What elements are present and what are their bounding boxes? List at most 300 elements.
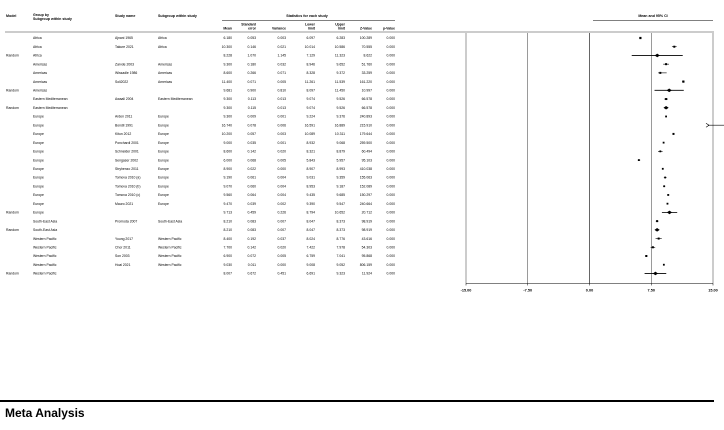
cell-p: 0.000 [386,36,395,41]
cell-study: Ponchardi 2001 [115,140,139,145]
cell-subgroup: Americas [158,62,173,67]
cell-subgroup: Africa [158,44,167,49]
cell-group: Europe [33,114,44,119]
cell-p: 0.000 [386,271,395,276]
cell-lower: 6.691 [306,271,315,276]
cell-study: Soli2022 [115,79,129,84]
cell-mean: 9.300 [223,62,232,67]
cell-lower: 8.047 [306,219,315,224]
cell-study: Takure 2021 [115,44,134,49]
cell-var: 0.002 [277,201,286,206]
header-stats-title: Statistics for each study [286,14,328,18]
cell-subgroup: South-East Asia [158,219,183,224]
header-subgroup: Subgroup within study [158,14,197,18]
cell-upper: 5.957 [336,158,345,163]
pooled-diamond [667,89,672,93]
cell-mean: 9.000 [223,140,232,145]
cell-p: 0.000 [386,62,395,67]
cell-upper: 16.889 [334,123,345,128]
cell-se: 0.022 [247,167,256,171]
cell-study: Tomova 2010 (a) [115,175,141,180]
cell-subgroup: Europe [158,123,169,128]
cell-var: 0.071 [277,71,286,76]
cell-study: Hoai 2021 [115,262,131,267]
cell-lower: 9.435 [306,193,315,198]
cell-upper: 8.879 [336,149,345,154]
cell-p: 0.000 [386,175,395,180]
cell-study: Son 2003 [115,254,130,259]
cell-study: Kitun 2012 [115,132,132,137]
cell-p: 0.000 [386,140,395,145]
cell-study: Bondil 1991 [115,123,133,128]
cell-var: 0.810 [277,88,286,93]
table-row [33,150,395,154]
cell-lower: 8.024 [306,236,315,241]
cell-se: 0.072 [247,254,256,259]
cell-lower: 8.097 [306,88,315,93]
cell-upper: 9.187 [336,184,345,189]
cell-z: 20.712 [361,210,372,215]
cell-mean: 8.007 [223,271,232,276]
table-row [33,141,395,145]
cell-subgroup: Europe [158,132,169,137]
cell-subgroup: Europe [158,149,169,154]
point-estimate [672,133,674,135]
cell-subgroup: Eastern Mediterranean [158,97,193,102]
cell-p: 0.000 [386,79,395,84]
cell-se: 0.053 [247,36,256,41]
cell-subgroup: Europe [158,140,169,145]
table-row [33,167,395,171]
cell-z: 95.868 [361,254,372,259]
cell-z: 179.644 [359,132,372,137]
cell-se: 0.011 [247,262,256,267]
cell-var: 0.451 [277,271,286,276]
cell-var: 0.004 [277,193,286,198]
cell-lower: 8.794 [306,210,315,215]
table-row [33,71,395,75]
point-estimate [656,220,658,222]
point-estimate [665,63,667,65]
cell-group: Europe [33,132,44,137]
cell-z: 43.616 [361,236,372,241]
cell-upper: 9.323 [336,271,345,276]
pooled-diamond [653,272,658,276]
cell-mean: 9.300 [223,105,232,110]
cell-lower: 9.390 [306,201,315,206]
cell-subgroup: Western Pacific [158,245,182,250]
cell-group: Europe [33,175,44,180]
table-row [33,245,395,249]
cell-se: 0.672 [247,271,256,276]
cell-z: 33.259 [361,71,372,76]
cell-var: 0.005 [277,158,286,163]
cell-p: 0.000 [386,71,395,76]
table-row [33,254,395,258]
cell-group: Eastern Mediterranean [33,97,68,102]
cell-z: 51.760 [361,62,372,67]
cell-subgroup: Africa [158,36,167,41]
cell-group: Europe [33,210,44,215]
cell-p: 0.000 [386,167,395,171]
cell-se: 0.192 [247,236,256,241]
cell-p: 0.000 [386,236,395,241]
header-group-by-sub: Subgroup within study [33,17,72,21]
cell-upper: 6.283 [336,36,345,41]
point-estimate [673,46,675,48]
cell-upper: 8.373 [336,228,345,233]
cell-var: 0.007 [277,219,286,224]
cell-upper: 7.041 [336,254,345,259]
cell-z: 100.289 [359,36,372,41]
cell-p: 0.000 [386,53,395,58]
cell-p: 0.000 [386,105,395,110]
cell-var: 0.005 [277,79,286,84]
cell-p: 0.000 [386,88,395,93]
pooled-diamond [663,106,668,110]
cell-subgroup: Europe [158,175,169,180]
cell-z: 66.578 [361,105,372,110]
cell-p: 0.000 [386,97,395,102]
cell-var: 0.013 [277,97,286,102]
cell-study: Promoda 2007 [115,219,138,224]
cell-mean: 7.700 [223,245,232,250]
stat-col-header: error [248,26,256,31]
cell-z: 95.103 [361,158,372,163]
point-estimate [663,264,665,266]
stat-column-headers [223,23,395,31]
cell-subgroup: Europe [158,193,169,198]
cell-var: 0.000 [277,262,286,267]
cell-lower: 7.422 [306,245,315,250]
cell-mean: 9.190 [223,175,232,180]
cell-p: 0.000 [386,262,395,267]
x-tick-label: 7.50 [647,288,655,293]
point-estimate [665,116,667,118]
table-row [33,45,395,49]
cell-group: Americas [33,62,48,67]
stat-col-header: Variance [272,26,286,31]
point-estimate [662,168,664,170]
cell-group: Americas [33,88,48,93]
cell-var: 0.003 [277,36,286,41]
stat-col-header: limit [308,26,315,31]
cell-mean: 10.300 [221,44,232,49]
cell-z: 152.089 [359,184,372,189]
header-group-by: Group by [33,13,49,17]
cell-study: Chor 2011 [115,245,131,250]
table-row [33,123,395,127]
cell-mean: 11.400 [221,79,232,84]
header-ci-title: Mean and 95% CI [638,14,668,18]
cell-z: 806.159 [359,262,372,267]
stat-col-header: Lower [305,22,315,27]
cell-p: 0.000 [386,210,395,215]
stat-col-header: limit [338,26,345,31]
cell-upper: 11.539 [334,79,345,84]
table-row [6,54,395,58]
table-row [33,97,395,101]
point-estimate [682,81,684,83]
cell-upper: 9.652 [336,62,345,67]
x-tick-label: -15.00 [460,288,472,293]
cell-lower: 9.031 [306,175,315,180]
cell-se: 0.146 [247,44,256,49]
cell-var: 0.000 [277,167,286,171]
cell-var: 0.021 [277,44,286,49]
cell-z: 98.919 [361,219,372,224]
cell-lower: 8.946 [306,62,315,67]
cell-p: 0.000 [386,245,395,250]
cell-se: 0.900 [247,88,256,93]
cell-group: Africa [33,53,42,58]
cell-upper: 8.373 [336,219,345,224]
cell-p: 0.000 [386,158,395,163]
cell-var: 0.004 [277,184,286,189]
cell-group: Europe [33,193,44,198]
header-study-name: Study name [115,14,136,18]
table-row [33,237,395,241]
cell-group: South-East Asia [33,219,58,224]
table-row [33,219,395,223]
cell-group: Americas [33,71,48,76]
point-estimate [659,72,661,74]
cell-group: South-East Asia [33,228,58,233]
table-row [33,158,395,162]
cell-model: Random [6,210,19,215]
cell-lower: 9.008 [306,262,315,267]
cell-subgroup: Western Pacific [158,254,182,259]
cell-var: 0.006 [277,123,286,128]
cell-model: Random [6,88,19,93]
cell-p: 0.000 [386,114,395,119]
cell-mean: 9.470 [223,201,232,206]
point-estimate [667,203,669,205]
cell-group: Western Pacific [33,262,57,267]
cell-se: 0.115 [247,105,256,110]
table-row [33,115,395,119]
cell-upper: 10.652 [334,210,345,215]
cell-subgroup: Europe [158,184,169,189]
cell-study: Mauro 2021 [115,201,134,206]
cell-se: 0.057 [247,132,256,137]
cell-group: Africa [33,36,42,41]
cell-var: 0.013 [277,105,286,110]
cell-mean: 16.740 [221,123,232,128]
cell-mean: 9.030 [223,262,232,267]
cell-se: 0.061 [247,175,256,180]
cell-z: 98.919 [361,228,372,233]
cell-z: 66.578 [361,97,372,102]
cell-z: 215.910 [359,123,372,128]
cell-lower: 7.129 [306,53,315,58]
point-estimate [663,142,665,144]
x-tick-label: 15.00 [708,288,718,293]
cell-study: Schneider 2001 [115,149,139,154]
cell-upper: 9.068 [336,140,345,145]
cell-mean: 8.210 [223,219,232,224]
cell-subgroup: Western Pacific [158,262,182,267]
cell-mean: 9.681 [223,88,232,93]
cell-group: Americas [33,79,48,84]
cell-lower: 8.907 [306,167,315,171]
cell-subgroup: Europe [158,201,169,206]
cell-p: 0.000 [386,193,395,198]
cell-se: 0.068 [247,158,256,163]
cell-study: Wissadle 1986 [115,71,138,76]
cell-study: Zarvde 2003 [115,62,135,67]
cell-z: 10.997 [361,88,372,93]
cell-mean: 10.200 [221,132,232,137]
forest-plot-area [461,33,724,292]
cell-upper: 10.586 [334,44,345,49]
cell-p: 0.000 [386,254,395,259]
cell-var: 0.001 [277,114,286,119]
cell-group: Western Pacific [33,254,57,259]
cell-var: 0.020 [277,149,286,154]
cell-group: Europe [33,167,44,171]
cell-lower: 9.224 [306,114,315,119]
x-tick-label: -7.50 [523,288,533,293]
cell-lower: 6.759 [306,254,315,259]
cell-z: 240.893 [359,114,372,119]
cell-lower: 8.932 [306,140,315,145]
cell-subgroup: Europe [158,167,169,171]
cell-group: Europe [33,123,44,128]
cell-var: 0.003 [277,132,286,137]
cell-se: 0.078 [247,123,256,128]
table-row [6,89,395,93]
footer-rule [0,400,714,402]
cell-upper: 11.450 [334,88,345,93]
x-tick-label: 0.00 [585,288,594,293]
pooled-diamond [654,228,659,232]
cell-group: Western Pacific [33,271,57,276]
table-row [33,202,395,206]
cell-model: Random [6,271,19,276]
cell-lower: 6.097 [306,36,315,41]
stat-col-header: Upper [335,22,345,27]
cell-lower: 8.047 [306,228,315,233]
cell-group: Europe [33,140,44,145]
table-rows [6,36,395,275]
cell-model: Random [6,228,19,233]
cell-var: 0.004 [277,175,286,180]
cell-p: 0.000 [386,44,395,49]
cell-model: Random [6,105,19,110]
cell-z: 150.297 [359,193,372,198]
cell-group: Africa [33,44,42,49]
point-estimate [645,255,647,257]
cell-var: 0.001 [277,140,286,145]
point-estimate [664,177,666,179]
cell-upper: 8.993 [336,167,345,171]
cell-lower: 9.074 [306,97,315,102]
cell-var: 1.145 [277,53,286,58]
cell-p: 0.000 [386,201,395,206]
cell-se: 0.064 [247,193,256,198]
cell-se: 0.113 [247,97,256,102]
cell-upper: 9.376 [336,114,345,119]
header-model: Model [6,14,17,18]
cell-upper: 7.978 [336,245,345,250]
cell-subgroup: Europe [158,114,169,119]
cell-upper: 9.359 [336,175,345,180]
cell-lower: 9.074 [306,105,315,110]
cell-upper: 9.052 [336,262,345,267]
cell-group: Europe [33,158,44,163]
cell-se: 0.083 [247,219,256,224]
point-estimate [639,37,641,39]
cell-group: Europe [33,184,44,189]
cell-mean: 8.228 [223,53,232,58]
cell-mean: 9.300 [223,114,232,119]
cell-mean: 9.713 [223,210,232,215]
cell-mean: 6.900 [223,254,232,259]
cell-lower: 10.014 [304,44,315,49]
cell-mean: 8.600 [223,71,232,76]
cell-group: Western Pacific [33,245,57,250]
cell-study: Tomova 2010 (b) [115,184,141,189]
cell-study: Awaali 2004 [115,97,134,102]
cell-study: Sengaser 2002 [115,158,138,163]
cell-mean: 8.400 [223,236,232,241]
cell-group: Europe [33,201,44,206]
table-row [33,36,395,40]
table-row [33,132,395,136]
table-row [6,228,395,232]
cell-z: 410.038 [359,167,372,171]
cell-z: 240.664 [359,201,372,206]
cell-z: 161.220 [359,79,372,84]
table-row [33,176,395,180]
cell-subgroup: Europe [158,158,169,163]
cell-upper: 11.323 [334,53,345,58]
pooled-diamond [655,54,660,58]
point-estimate [665,98,667,100]
offscale-arrow [706,123,709,127]
cell-study: Ajnani 1965 [115,36,133,41]
table-row [33,263,395,267]
cell-upper: 8.776 [336,236,345,241]
cell-mean: 9.300 [223,97,232,102]
cell-study: Tomova 2010 (c) [115,193,141,198]
cell-group: Europe [33,149,44,154]
cell-mean: 6.000 [223,158,232,163]
cell-se: 0.009 [247,114,256,119]
cell-se: 0.266 [247,71,256,76]
cell-var: 0.037 [277,236,286,241]
cell-mean: 6.180 [223,36,232,41]
cell-p: 0.000 [386,184,395,189]
cell-z: 60.494 [361,149,372,154]
cell-subgroup: Western Pacific [158,236,182,241]
table-row [6,211,395,215]
cell-upper: 9.526 [336,105,345,110]
table-row [33,62,395,66]
cell-z: 155.063 [359,175,372,180]
cell-mean: 8.210 [223,228,232,233]
point-estimate [652,246,654,248]
cell-se: 0.180 [247,62,256,67]
cell-se: 0.142 [247,149,256,154]
pooled-diamond [667,211,672,215]
cell-z: 70.555 [361,44,372,49]
table-row [6,272,395,276]
stat-col-header: Standard [241,22,256,27]
cell-lower: 5.843 [306,158,315,163]
cell-study: Stryhenzo 2011 [115,167,139,171]
